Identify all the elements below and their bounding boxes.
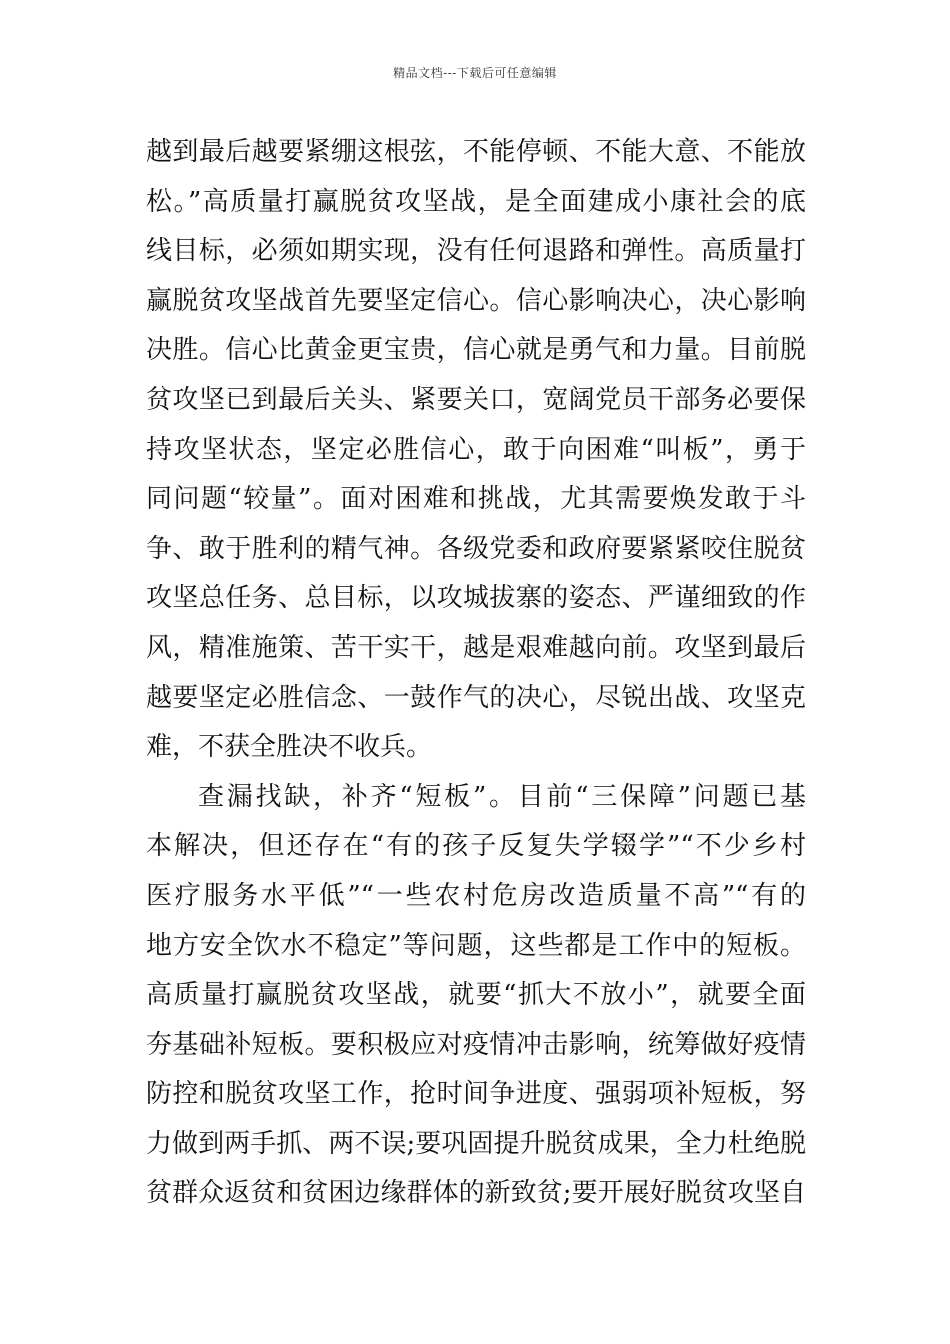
text-line: 查漏找缺，补齐“短板”。目前“三保障”问题已基 (198, 781, 806, 812)
text-line: 本解决，但还存在“有的孩子反复失学辍学”“不少乡村 (146, 831, 806, 862)
text-line: 同问题“较量”。面对困难和挑战，尤其需要焕发敢于斗 (146, 484, 806, 515)
text-line: 难，不获全胜决不收兵。 (146, 732, 433, 763)
text-line: 贫攻坚已到最后关头、紧要关口，宽阔党员干部务必要保 (146, 384, 806, 415)
paragraph-1 (146, 128, 806, 773)
paragraph-2 (146, 773, 806, 1219)
text-line: 决胜。信心比黄金更宝贵，信心就是勇气和力量。目前脱 (146, 335, 806, 366)
text-line: 越到最后越要紧绷这根弦，不能停顿、不能大意、不能放 (146, 137, 806, 167)
text-line: 地方安全饮水不稳定”等问题，这些都是工作中的短板。 (146, 930, 806, 961)
text-line: 防控和脱贫攻坚工作，抢时间争进度、强弱项补短板，努 (146, 1079, 806, 1110)
text-line: 攻坚总任务、总目标，以攻城拔寨的姿态、严谨细致的作 (146, 583, 806, 614)
document-body (146, 128, 806, 1219)
text-line: 越要坚定必胜信念、一鼓作气的决心，尽锐出战、攻坚克 (146, 682, 806, 713)
text-line: 高质量打赢脱贫攻坚战，就要“抓大不放小”，就要全面 (146, 980, 806, 1011)
text-line: 风，精准施策、苦干实干，越是艰难越向前。攻坚到最后 (146, 632, 806, 663)
page-header: 精品文档---下载后可任意编辑 (393, 66, 557, 80)
text-line: 松。”高质量打赢脱贫攻坚战，是全面建成小康社会的底 (146, 186, 806, 217)
text-line: 力做到两手抓、两不误;要巩固提升脱贫成果，全力杜绝脱 (146, 1128, 806, 1159)
text-line: 夯基础补短板。要积极应对疫情冲击影响，统筹做好疫情 (146, 1029, 806, 1060)
text-line: 医疗服务水平低”“一些农村危房改造质量不高”“有的 (146, 880, 806, 911)
text-line: 赢脱贫攻坚战首先要坚定信心。信心影响决心，决心影响 (146, 285, 806, 316)
text-line: 贫群众返贫和贫困边缘群体的新致贫;要开展好脱贫攻坚自 (146, 1178, 806, 1209)
text-line: 争、敢于胜利的精气神。各级党委和政府要紧紧咬住脱贫 (146, 533, 806, 564)
text-line: 线目标，必须如期实现，没有任何退路和弹性。高质量打 (146, 236, 806, 267)
text-line: 持攻坚状态，坚定必胜信心，敢于向困难“叫板”，勇于 (146, 434, 806, 465)
